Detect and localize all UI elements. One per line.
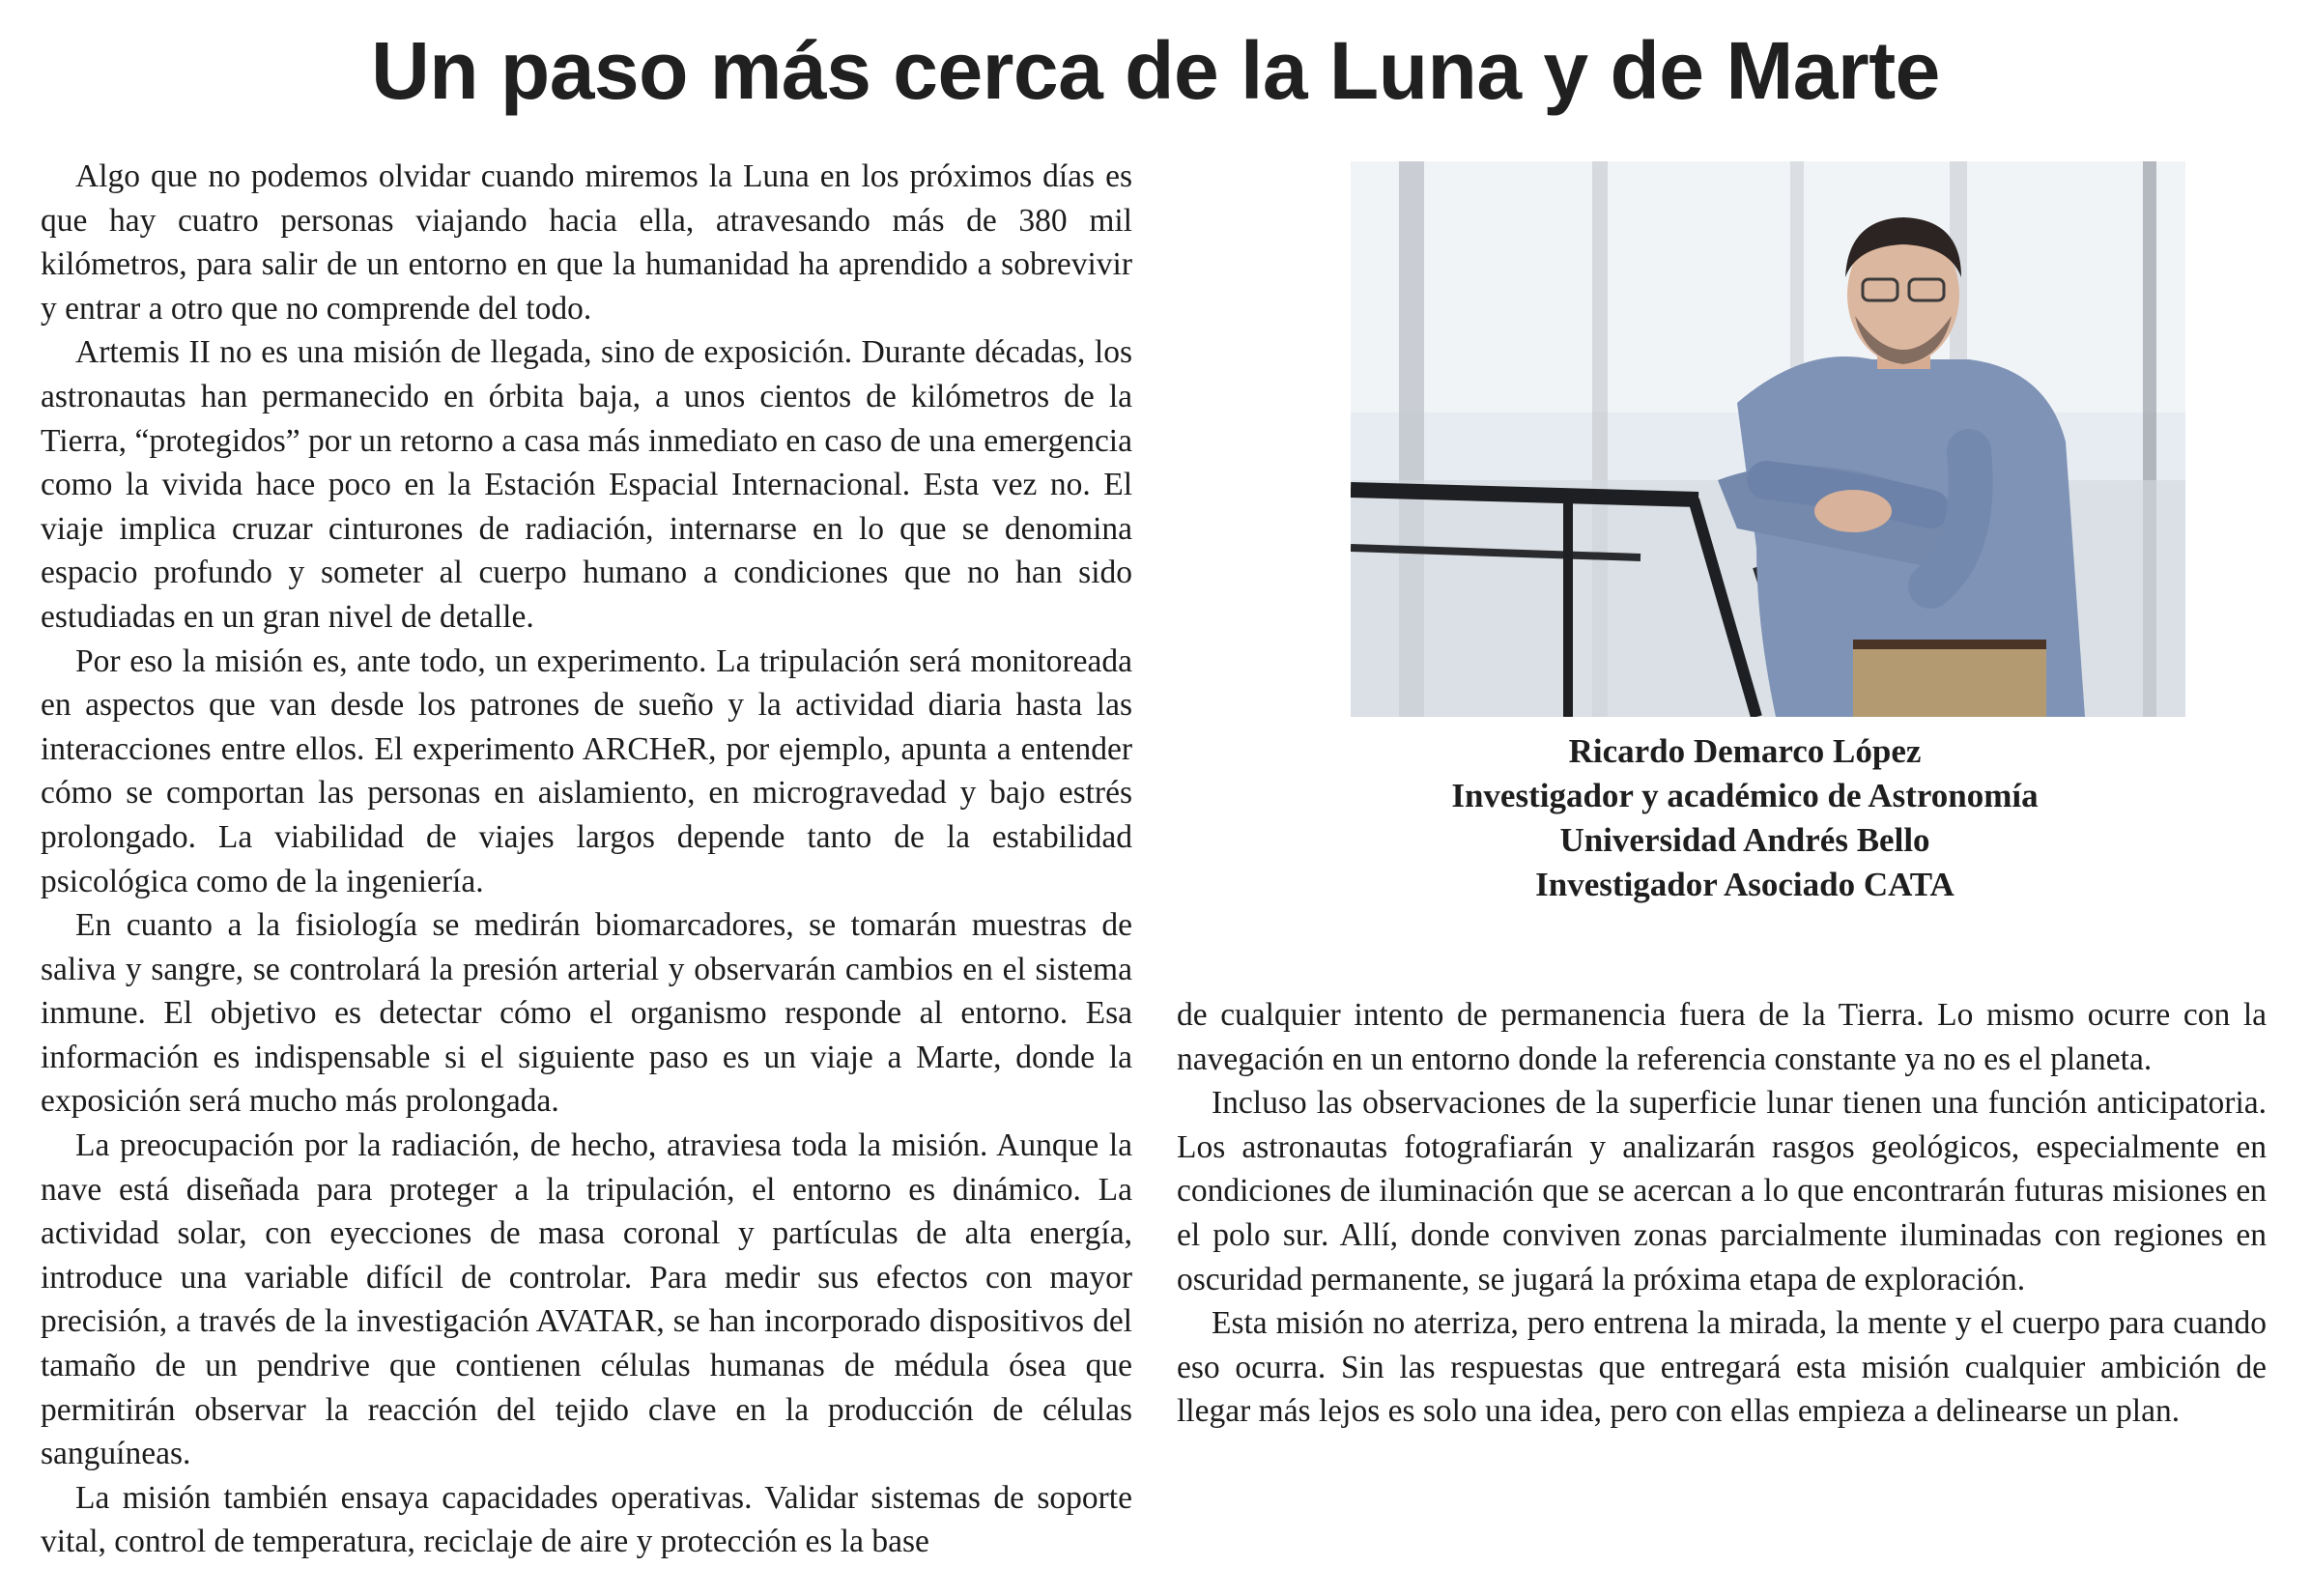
caption-name: Ricardo Demarco López: [1568, 732, 1922, 770]
photo-caption: [1262, 729, 2228, 907]
paragraph: En cuanto a la fisiología se medirán biomarcadores, se tomarán muestras de saliva y sangre, se controlará la presión arterial y observarán cambios en el sistema inmune. El objetivo es detectar cómo el organismo responde al entorno. Esa información es indispensable si el siguiente paso es un viaje a Marte, donde la exposición será mucho más prolongada.: [41, 907, 1132, 1120]
author-photo: [1351, 161, 2185, 717]
paragraph: La preocupación por la radiación, de hecho, atraviesa toda la misión. Aunque la nave está diseñada para proteger a la tripulación, el entorno es dinámico. La actividad solar, con eyecciones de masa coronal y partículas de alta energía, introduce una variable difícil de controlar. Para medir sus efectos con mayor precisión, a través de la investigación AVATAR, se han incorporado dispositivos del tamaño de un pendrive que contienen células humanas de médula ósea que permitirán observar la reacción del tejido clave en la producción de células sanguíneas.: [41, 1127, 1132, 1472]
paragraph: Esta misión no aterriza, pero entrena la mirada, la mente y el cuerpo para cuando eso ocurra. Sin las respuestas que entregará esta misión cualquier ambición de llegar más lejos es solo una idea, pero con ellas empieza a delinearse un plan.: [1177, 1305, 2267, 1430]
article-headline: Un paso más cerca de la Luna y de Marte: [371, 25, 1940, 116]
paragraph: Artemis II no es una misión de llegada, sino de exposición. Durante décadas, los astronautas han permanecido en órbita baja, a unos cientos de kilómetros de la Tierra, “protegidos” por un retorno a casa más inmediato en caso de una emergencia como la vivida hace poco en la Estación Espacial Internacional. Esta vez no. El viaje implica cruzar cinturones de radiación, internarse en lo que se denomina espacio profundo y someter al cuerpo humano a condiciones que no han sido estudiadas en un gran nivel de detalle.: [41, 334, 1132, 635]
paragraph: Algo que no podemos olvidar cuando miremos la Luna en los próximos días es que hay cuatro personas viajando hacia ella, atravesando más de 380 mil kilómetros, para salir de un entorno en que la humanidad ha aprendido a sobrevivir y entrar a otro que no comprende del todo.: [41, 158, 1132, 327]
paragraph: La misión también ensaya capacidades operativas. Validar sistemas de soporte vital, control de temperatura, reciclaje de aire y protección es la base: [41, 1479, 1132, 1560]
paragraph: Por eso la misión es, ante todo, un experimento. La tripulación será monitoreada en aspectos que van desde los patrones de sueño y la actividad diaria hasta las interacciones entre ellos. El experimento ARCHeR, por ejemplo, apunta a entender cómo se comportan las personas en aislamiento, en microgravedad y bajo estrés prolongado. La viabilidad de viajes largos depende tanto de la estabilidad psicológica como de la ingeniería.: [41, 642, 1132, 899]
paragraph: de cualquier intento de permanencia fuera de la Tierra. Lo mismo ocurre con la navegación en un entorno donde la referencia constante ya no es el planeta.: [1177, 997, 2267, 1077]
caption-role: Investigador y académico de Astronomía: [1451, 777, 2039, 814]
article-column-right: [1177, 993, 2267, 1434]
article-column-left: [41, 155, 1132, 1564]
paragraph: Incluso las observaciones de la superficie lunar tienen una función anticipatoria. Los astronautas fotografiarán y analizarán rasgos geológicos, especialmente en condiciones de iluminación que se acercan a lo que encontrarán futuras misiones en el polo sur. Allí, donde conviven zonas parcialmente iluminadas con regiones en oscuridad permanente, se jugará la próxima etapa de exploración.: [1177, 1085, 2267, 1297]
caption-affiliation: Investigador Asociado CATA: [1535, 866, 1954, 903]
caption-institution: Universidad Andrés Bello: [1559, 821, 1930, 859]
